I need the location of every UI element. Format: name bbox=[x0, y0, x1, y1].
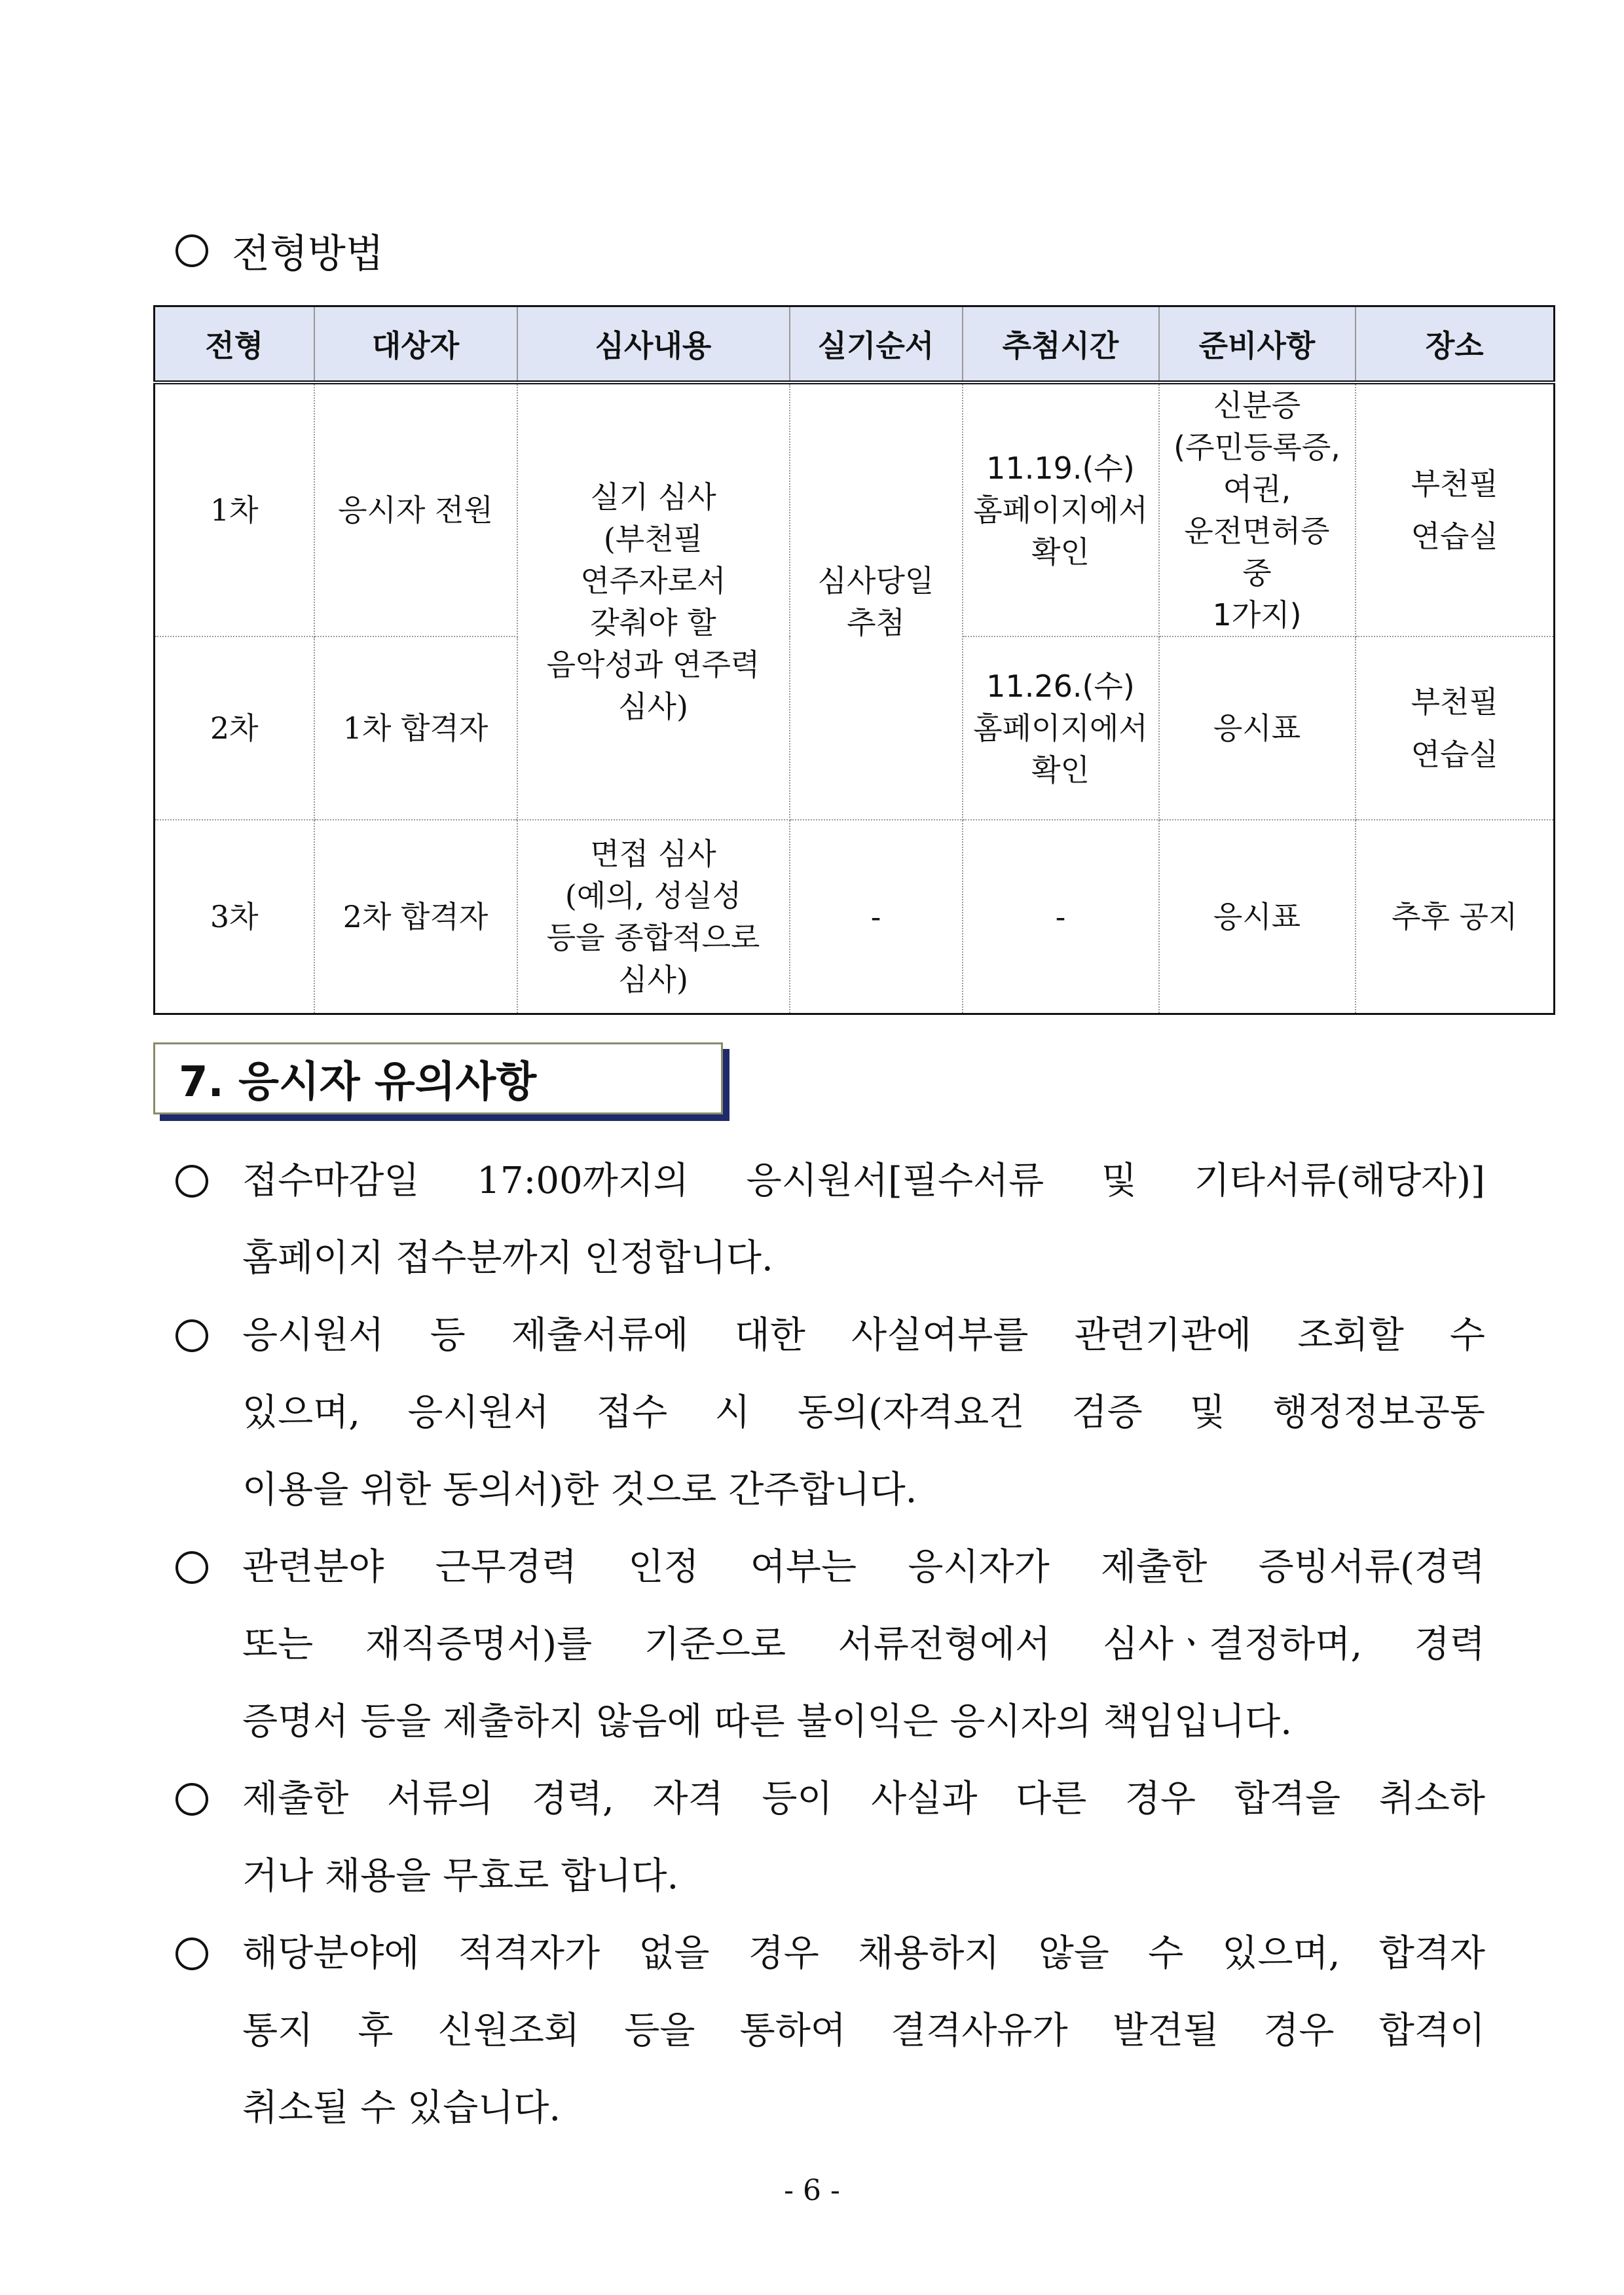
section-7-title: 7. 응시자 유의사항 bbox=[179, 1058, 537, 1107]
content-cell: 면접 심사 (예의, 성실성 등을 종합적으로 심사) bbox=[517, 820, 790, 1014]
selection-method-table bbox=[153, 305, 1555, 1015]
time-cell: 11.19.(수) 홈페이지에서 확인 bbox=[963, 382, 1159, 636]
stage-cell: 1차 bbox=[155, 382, 314, 636]
section-heading-text: 전형방법 bbox=[232, 231, 384, 277]
header-cell: 심사내용 bbox=[517, 306, 790, 383]
order-cell: 심사당일 추첨 bbox=[790, 382, 963, 820]
note-line: 이용을 위한 동의서)한 것으로 간주합니다. bbox=[242, 1469, 917, 1511]
note-line: 있으며, 응시원서 접수 시 동의(자격요건 검증 및 행정정보공동 bbox=[242, 1391, 1485, 1434]
list-item bbox=[175, 1761, 1485, 1915]
list-item bbox=[175, 1143, 1485, 1297]
stage-cell: 3차 bbox=[155, 820, 314, 1014]
header-cell: 대상자 bbox=[314, 306, 517, 383]
circle-bullet-icon bbox=[175, 1319, 208, 1352]
circle-bullet-icon bbox=[175, 234, 208, 267]
target-cell: 응시자 전원 bbox=[314, 382, 517, 636]
circle-bullet-icon bbox=[175, 1783, 208, 1816]
notice-list bbox=[175, 1143, 1485, 2147]
table-header-row bbox=[155, 306, 1555, 383]
header-cell: 추첨시간 bbox=[963, 306, 1159, 383]
note-line: 제출한 서류의 경력, 자격 등이 사실과 다른 경우 합격을 취소하 bbox=[242, 1778, 1485, 1820]
note-line: 거나 채용을 무효로 합니다. bbox=[242, 1855, 679, 1898]
circle-bullet-icon bbox=[175, 1551, 208, 1584]
note-line: 통지 후 신원조회 등을 통하여 결격사유가 발견될 경우 합격이 bbox=[242, 2010, 1485, 2052]
place-cell: 추후 공지 bbox=[1356, 820, 1555, 1014]
header-cell: 실기순서 bbox=[790, 306, 963, 383]
note-line: 접수마감일 17:00까지의 응시원서[필수서류 및 기타서류(해당자)] bbox=[242, 1160, 1485, 1202]
target-cell: 1차 합격자 bbox=[314, 636, 517, 820]
note-line: 관련분야 근무경력 인정 여부는 응시자가 제출한 증빙서류(경력 bbox=[242, 1546, 1485, 1588]
circle-bullet-icon bbox=[175, 1937, 208, 1970]
list-item bbox=[175, 1297, 1485, 1529]
prep-cell: 응시표 bbox=[1159, 820, 1356, 1014]
table-row bbox=[155, 382, 1555, 636]
note-line: 홈페이지 접수분까지 인정합니다. bbox=[242, 1237, 773, 1279]
order-cell: - bbox=[790, 820, 963, 1014]
stage-cell: 2차 bbox=[155, 636, 314, 820]
time-cell: - bbox=[963, 820, 1159, 1014]
place-cell: 부천필 연습실 bbox=[1356, 636, 1555, 820]
target-cell: 2차 합격자 bbox=[314, 820, 517, 1014]
prep-cell: 응시표 bbox=[1159, 636, 1356, 820]
list-item bbox=[175, 1915, 1485, 2147]
header-cell: 장소 bbox=[1356, 306, 1555, 383]
note-line: 취소될 수 있습니다. bbox=[242, 2087, 561, 2129]
note-line: 증명서 등을 제출하지 않음에 따른 불이익은 응시자의 책임입니다. bbox=[242, 1700, 1292, 1743]
circle-bullet-icon bbox=[175, 1165, 208, 1198]
list-item bbox=[175, 1529, 1485, 1761]
section-7-title-box bbox=[153, 1042, 723, 1114]
note-line: 해당분야에 적격자가 없을 경우 채용하지 않을 수 있으며, 합격자 bbox=[242, 1932, 1485, 1975]
table-row bbox=[155, 820, 1555, 1014]
header-cell: 전형 bbox=[155, 306, 314, 383]
time-cell: 11.26.(수) 홈페이지에서 확인 bbox=[963, 636, 1159, 820]
note-line: 응시원서 등 제출서류에 대한 사실여부를 관련기관에 조회할 수 bbox=[242, 1314, 1485, 1357]
page-number: - 6 - bbox=[784, 2174, 840, 2207]
note-line: 또는 재직증명서)를 기준으로 서류전형에서 심사ㆍ결정하며, 경력 bbox=[242, 1623, 1485, 1666]
content-cell: 실기 심사 (부천필 연주자로서 갖춰야 할 음악성과 연주력 심사) bbox=[517, 382, 790, 820]
section-heading bbox=[175, 223, 384, 279]
place-cell: 부천필 연습실 bbox=[1356, 382, 1555, 636]
header-cell: 준비사항 bbox=[1159, 306, 1356, 383]
prep-cell: 신분증 (주민등록증, 여권, 운전면허증 중 1가지) bbox=[1159, 382, 1356, 636]
